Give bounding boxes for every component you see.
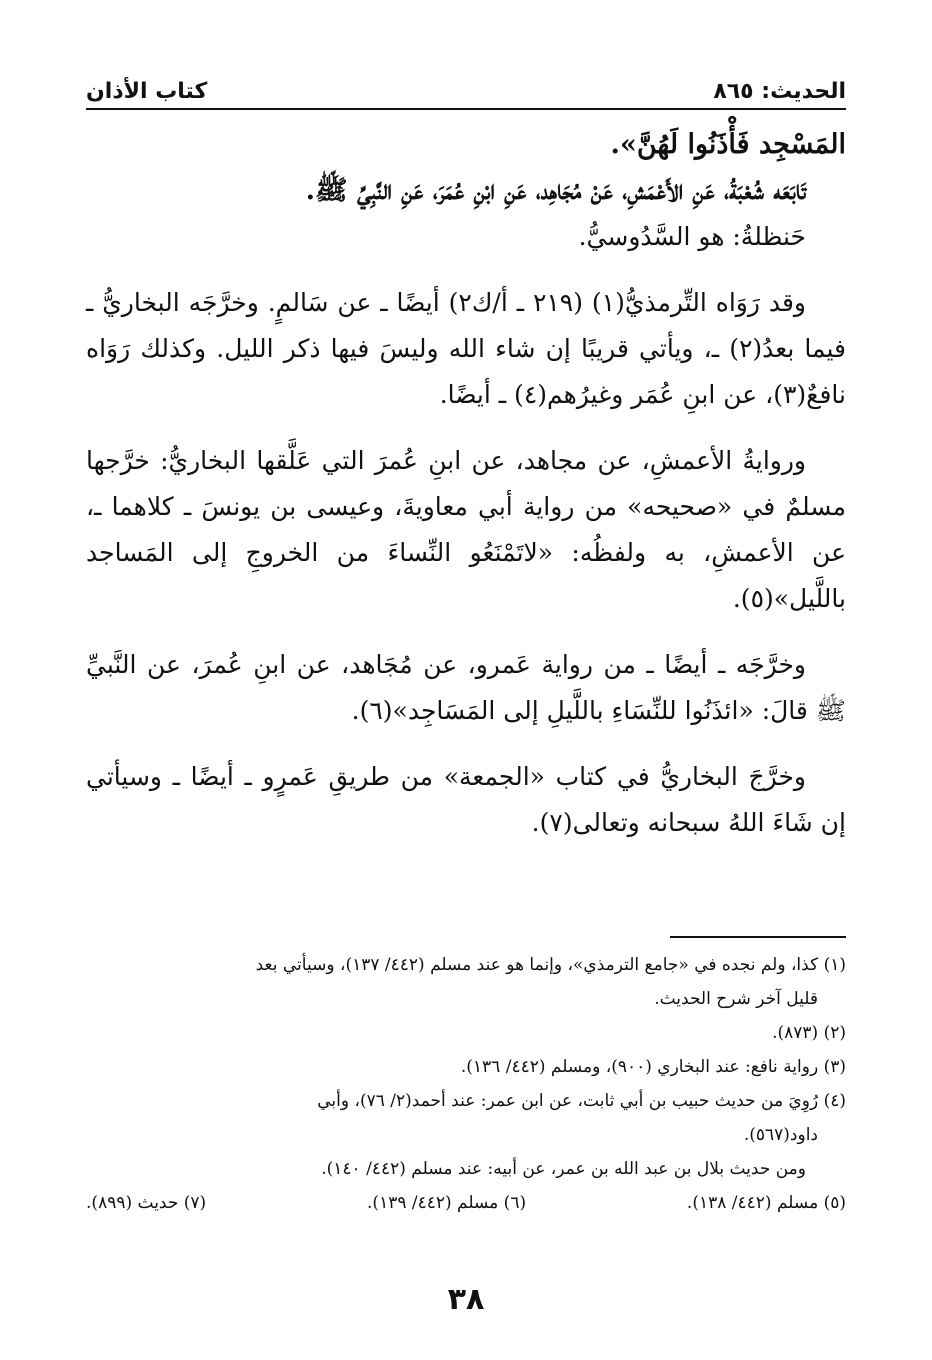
commentary-tirmidhi: وقد رَوَاه التِّرمذيُّ(١) (٢١٩ ـ أ/ك٢) أيضًا ـ عن سَالمٍ. وخرَّجَه البخاريُّ ـ فيما بعدُ(٢) ـ، ويأتي قريبًا إن شاء الله وليسَ فيها ذكر الليل. وكذلك رَوَاه نافعٌ(٣)، عن ابنِ عُمَر وغيرُهم(٤) ـ أيضًا. <box>86 288 847 409</box>
footnote-divider <box>670 936 846 938</box>
footnote-2: (٢) (٨٧٣). <box>772 1023 846 1043</box>
footnote-3: (٣) رواية نافع: عند البخاري (٩٠٠)، ومسلم (٤٤٢/ ١٣٦). <box>460 1057 846 1077</box>
commentary-amr: وخرَّجَه ـ أيضًا ـ من رواية عَمرو، عن مُجَاهد، عن ابنِ عُمرَ، عن النَّبيِّ ﷺ قالَ: «ائذَنُوا للنِّسَاءِ باللَّيلِ إلى المَسَاجِد»(٦). <box>86 650 846 725</box>
footnote-1-cont: قليل آخر شرح الحديث. <box>654 989 818 1009</box>
main-text <box>86 122 846 846</box>
footnote-4-extra: ومن حديث بلال بن عبد الله بن عمر، عن أبيه: عند مسلم (٤٤٢/ ١٤٠). <box>321 1159 806 1179</box>
commentary-amash: وروايةُ الأعمشِ، عن مجاهد، عن ابنِ عُمرَ التي عَلَّقها البخاريُّ: خرَّجها مسلمٌ في «صحيحه» من رواية أبي معاويةَ، وعيسى بن يونسَ ـ كلاهما ـ، عن الأعمشِ، به ولفظُه: «لاتَمْنَعُو النِّساءَ من الخروجِ إلى المَساجد باللَّيل»(٥). <box>86 446 846 613</box>
footnote-1: (١) كذا، ولم نجده في «جامع الترمذي»، وإنما هو عند مسلم (٤٤٢/ ١٣٧)، وسيأتي بعد <box>255 955 846 975</box>
footnote-7: (٧) حديث (٨٩٩). <box>86 1193 207 1213</box>
footnotes <box>86 948 846 1220</box>
footnote-4-cont: داود(٥٦٧). <box>743 1125 818 1145</box>
running-header <box>86 64 846 110</box>
hadith-mutaba: تَابَعَه شُعْبَةُ، عَنِ الأَعْمَشِ، عَنْ مُجَاهِد، عَنِ ابْنِ عُمَرَ، عَنِ النَّبِيِّ ﷺ. <box>305 175 806 206</box>
commentary-hanzala: حَنظلةُ: هو السَّدُوسيُّ. <box>578 222 806 251</box>
commentary-jumua: وخرَّجَ البخاريُّ في كتاب «الجمعة» من طريقِ عَمرٍو ـ أيضًا ـ وسيأتي إن شَاءَ اللهُ سبحانه وتعالى(٧). <box>86 762 846 837</box>
footnote-5: (٥) مسلم (٤٤٢/ ١٣٨). <box>686 1193 846 1213</box>
footnote-4: (٤) رُوِيَ من حديث حبيب بن أبي ثابت، عن ابن عمر: عند أحمد(٢/ ٧٦)، وأبي <box>317 1091 846 1111</box>
page-number: ٣٨ <box>447 1282 485 1317</box>
header-hadith-number: الحديث: ٨٦٥ <box>713 79 846 104</box>
hadith-ending: المَسْجِد فَأْذَنُوا لَهُنَّ». <box>610 129 846 160</box>
header-book-title: كتاب الأذان <box>86 79 208 104</box>
footnotes-row <box>86 1186 846 1220</box>
footnote-6: (٦) مسلم (٤٤٢/ ١٣٩). <box>367 1193 527 1213</box>
